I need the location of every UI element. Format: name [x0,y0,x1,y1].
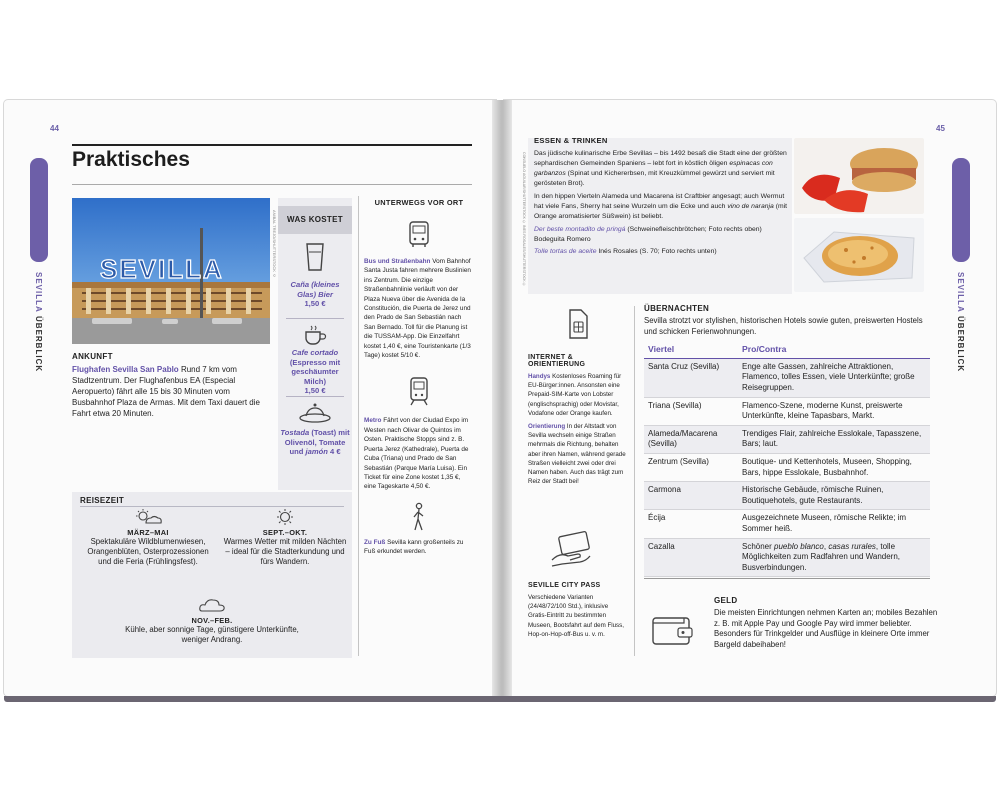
page-number-left: 44 [50,124,59,133]
title-underline [72,184,472,185]
torta-photo [794,218,924,292]
city-pass-section: SEVILLE CITY PASS Verschiedene Varianten (24/48/72/100 Std.), inklusive Gratis-Eintritt zu bestimmten Museen, Bootsfahrt auf dem Fluss, Hop-on-Hop-off-Bus u. v. m. [528,582,624,638]
cloud-icon [197,596,227,614]
right-page [504,100,996,696]
table-row: Alameda/Macarena (Sevilla) Trendiges Flair, zahlreiche Esslokale, Tapasszene, Bars; laut. [644,425,930,453]
table-row: Santa Cruz (Sevilla) Enge alte Gassen, zahlreiche Attraktionen, Flamenco, tolles Essen, viele Unterkünfte; große Reisegruppen. [644,358,930,397]
airport-photo [72,198,270,344]
price-item-toast: Tostada (Toast) mit Olivenöl, Tomate und jamón 4 € [280,428,350,457]
reisezeit-box: REISEZEIT MÄRZ–MAI Spektakuläre Wildblumenwiesen, Orangenblüten, Osterprozessionen und die Feria (Frühlingsfest). SEPT.–OKT. Warmes Wetter mit milden Nächten – ideal für die Stadterkundung und fürs Wandern. NOV.–FEB. Kühle, aber sonnige Tage, günstigere Unterkünfte, weniger Andrang. [72,492,352,658]
season-winter: NOV.–FEB. Kühle, aber sonnige Tage, günstigere Unterkünfte, weniger Andrang. [112,596,312,645]
toast-plate-icon [298,400,332,424]
left-page [4,100,496,696]
essen-p4: Tolle tortas de aceite Inés Rosales (S. 70; Foto rechts unten) [534,248,717,255]
wallet-icon [650,612,694,648]
essen-p3: Der beste montadito de pringá (Schweinefleischbrötchen; Foto rechts oben) Bodeguita Romero [534,226,762,243]
table-row: Zentrum (Sevilla) Boutique- und Kettenhotels, Museen, Shopping, Bars, hippe Esslokale, Busbahnhof. [644,453,930,481]
sandwich-illustration [794,138,924,214]
was-kostet-header: WAS KOSTET [278,206,352,234]
torta-illustration [794,218,924,292]
essen-section: ESSEN & TRINKEN Das jüdische kulinarische Erbe Sevillas – bis 1492 besaß die Stadt eine der größten sephardischen Gemeinden Spaniens – lebt fort in köstlich öligen espinacas con garbanzos (Spinat und Kichererbsen, mit Kreuzkümmel gewürzt und serviert mit gerösteten Brot). In den hippen Vierteln Alameda und Macarena ist Craftbier angesagt; auch Wermut hat viele Fans, Sherry hat seine Wurzeln um die Ecke und auch vino de naranja (mit Orange aromatisierter Süßwein) ist beliebt. Der beste montadito de pringá (Schweinefleischbrötchen; Foto rechts oben) Bodeguita Romero Tolle tortas de aceite Inés Rosales (S. 70; Foto rechts unten) [534,136,790,257]
table-header-row [644,341,930,358]
food-photo-credit: CONSUELO AGUILAR/SHUTTERSTOCK © INES ROSALES/SHUTTERSTOCK © [522,152,526,287]
season-autumn: SEPT.–OKT. Warmes Wetter mit milden Nächten – ideal für die Stadterkundung und fürs Wandern. [222,508,348,567]
uebernachten-table [644,341,930,577]
book-spine [492,100,512,700]
sandwich-photo [794,138,924,214]
metro-text: Metro Fährt von der Ciudad Expo im Westen nach Olivar de Quintos im Osten. Praktische Stopps sind z. B. Puerta Jerez (Kathedrale), Puerta de Cuba (Triana) und Prado de San Sebastián (Parque María Luisa). Ein Ticket für eine Zone kostet 1,35 €, eine Tageskarte 4,50 €. [364,417,469,491]
bus-text: Bus und Straßenbahn Vom Bahnhof Santa Justa fahren mehrere Buslinien ins Zentrum. Die einzige Straßenbahnlinie verläuft von der Plaza Nueva über die Avenida de la Constitución, die Puerta de Jerez und den Prado de San Sebastián nach San Bernado. Toll für die Planung ist die TUSSAM-App. Die Einzelfahrt kostet 1,40 €, eine Touristenkarte (1/3 Tage) kostet 5/10 €. [364,258,471,360]
beer-glass-icon [304,242,326,272]
uebernachten-section: ÜBERNACHTEN Sevilla strotzt vor stylishen, historischen Hotels sowie guten, preiswerten Hostels und schicken Ferienwohnungen. Viertel Pro/Contra Santa Cruz (Sevilla) Enge alte Gassen, zahlreiche Attraktionen, Flamenco, tolles Essen, viele Unterkünfte; große Reisegruppen. Triana (Sevilla) Flamenco-Szene, moderne Kunst, preiswerte Unterkünfte, kleine Tapasbars, Markt. Alameda/Macarena (Sevilla) Trendiges Flair, zahlreiche Esslokale, Tapasszene, Bars; laut. Zentrum (Sevilla) Boutique- und Kettenhotels, Museen, Shopping, Bars, hippe Esslokale, Busbahnhof. Carmona Historische Gebäude, römische Ruinen, Boutiquehotels, gute Restaurants. Écija Ausgezeichnete Museen, römische Relikte; im Sommer heiß. Cazalla Schöner pueblo blanco, casas rurales, tolle Möglichkeiten zum Radfahren und Wandern, Busverbindungen. [644,304,930,577]
side-tab-left [30,158,48,262]
sun-cloud-icon [132,508,164,526]
col-pro-contra: Pro/Contra [738,341,930,358]
table-row: Triana (Sevilla) Flamenco-Szene, moderne Kunst, preiswerte Unterkünfte, kleine Tapasbars, Markt. [644,397,930,425]
price-item-beer: Caña (kleines Glas) Bier 1,50 € [290,280,340,309]
side-tab-right [952,158,970,262]
ankunft-heading: ANKUNFT [72,352,113,361]
page-number-right: 45 [936,124,945,133]
table-row: Écija Ausgezeichnete Museen, römische Relikte; im Sommer heiß. [644,510,930,538]
table-row: Cazalla Schöner pueblo blanco, casas rurales, tolle Möglichkeiten zum Radfahren und Wandern, Busverbindungen. [644,538,930,577]
photo-credit: ANIBAL TREJO/SHUTTERSTOCK © [272,210,277,279]
open-guidebook [4,100,996,700]
sun-icon [273,508,297,526]
essen-p2: In den hippen Vierteln Alameda und Macarena ist Craftbier angesagt; auch Wermut hat viele Fans, Sherry hat seine Wurzeln um die Ecke und auch vino de naranja (mit Orange aromatisierter Süßwein) ist beliebt. [534,193,788,220]
ankunft-text: Flughafen Sevilla San Pablo Rund 7 km vom Stadtzentrum. Der Flughafenbus EA (Especial Aeropuerto) fährt alle 15 bis 30 Minuten vom Busbahnhof Plaza de Armas. Mit dem Taxi dauert die Fahrt etwa 20 Minuten. [72,365,260,418]
city-pass-card-icon [550,530,592,570]
page-title: Praktisches [72,148,190,171]
airport-photo-illustration [72,198,270,344]
table-row: Carmona Historische Gebäude, römische Ruinen, Boutiquehotels, gute Restaurants. [644,482,930,510]
col-viertel: Viertel [644,341,738,358]
sim-card-icon [566,308,590,340]
title-rule [72,144,472,146]
price-item-coffee: Cafe cortado (Espresso mit geschäumter Milch) 1,50 € [289,348,341,396]
book-cover-edge [4,696,996,702]
side-label-right: SEVILLA ÜBERBLICK [956,272,965,373]
internet-section: INTERNET & ORIENTIERUNG Handys Kostenloses Roaming für EU-Bürger:innen. Ansonsten eine Prepaid-SIM-Karte von Lobster (englischsprachig) oder Movistar, Vodafone oder Orange kaufen. Orientierung In der Altstadt von Sevilla wechseln einige Straßen mehrmals die Richtung, behalten aber ihren Namen, während gerade Straßen vielleicht zwei oder drei Namen haben. Auch das trägt zum Reiz der Stadt bei! [528,354,632,486]
geld-section: GELD Die meisten Einrichtungen nehmen Karten an; mobiles Bezahlen z. B. mit Apple Pay und Google Pay wird immer beliebter. Besonders für Trinkgelder und Ausflüge in kleinere Orte immer Bargeld dabeihaben! [714,596,938,649]
side-label-left: SEVILLA ÜBERBLICK [34,272,43,373]
orientierung-text: Orientierung In der Altstadt von Sevilla wechseln einige Straßen mehrmals die Richtung, behalten aber ihren Namen, während gerade Straßen vielleicht zwei oder drei Namen haben. Auch das trägt zum Reiz der Stadt bei! [528,423,626,486]
handys-text: Handys Kostenloses Roaming für EU-Bürger:innen. Ansonsten eine Prepaid-SIM-Karte von Lobster (englischsprachig) oder Movistar, Vodafone oder Orange kaufen. [528,373,622,417]
essen-p1: Das jüdische kulinarische Erbe Sevillas – bis 1492 besaß die Stadt eine der größten sephardischen Gemeinden Spaniens – lebt fort in köstlich öligen espinacas con garbanzos (Spinat und Kichererbsen, mit Kreuzkümmel gewürzt und serviert mit gerösteten Brot). [534,150,787,187]
unterwegs-section: UNTERWEGS VOR ORT Bus und Straßenbahn Vom Bahnhof Santa Justa fahren mehrere Buslinien ins Zentrum. Die einzige Straßenbahnlinie verläuft von der Plaza Nueva über die Avenida de la Constitución, die Puerta de Jerez und den Prado de San Sebastián nach San Bernado. Toll für die Planung ist die TUSSAM-App. Die Einzelfahrt kostet 1,40 €, eine Touristenkarte (1/3 Tage) kostet 5/10 €. Metro Fährt von der Ciudad Expo im Westen nach Olivar de Quintos im Osten. Praktische Stopps sind z. B. Puerta Jerez (Kathedrale), Puerta de Cuba (Triana) und Prado de San Sebastián (Parque María Luisa). Ein Ticket für eine Zone kostet 1,35 €, eine Tageskarte 4,50 €. Zu Fuß Sevilla kann großenteils zu Fuß erkundet werden. [364,198,474,557]
airport-sign-text: SEVILLA [100,254,224,284]
tram-icon [408,376,430,406]
fuss-text: Zu Fuß Sevilla kann großenteils zu Fuß erkundet werden. [364,538,464,556]
season-spring: MÄRZ–MAI Spektakuläre Wildblumenwiesen, Orangenblüten, Osterprozessionen und die Feria (Frühlingsfest). [80,508,216,567]
bus-icon [408,219,430,249]
ankunft-section [72,352,268,419]
was-kostet-box [278,198,352,490]
coffee-cup-icon [302,324,328,346]
walking-person-icon [410,502,428,532]
